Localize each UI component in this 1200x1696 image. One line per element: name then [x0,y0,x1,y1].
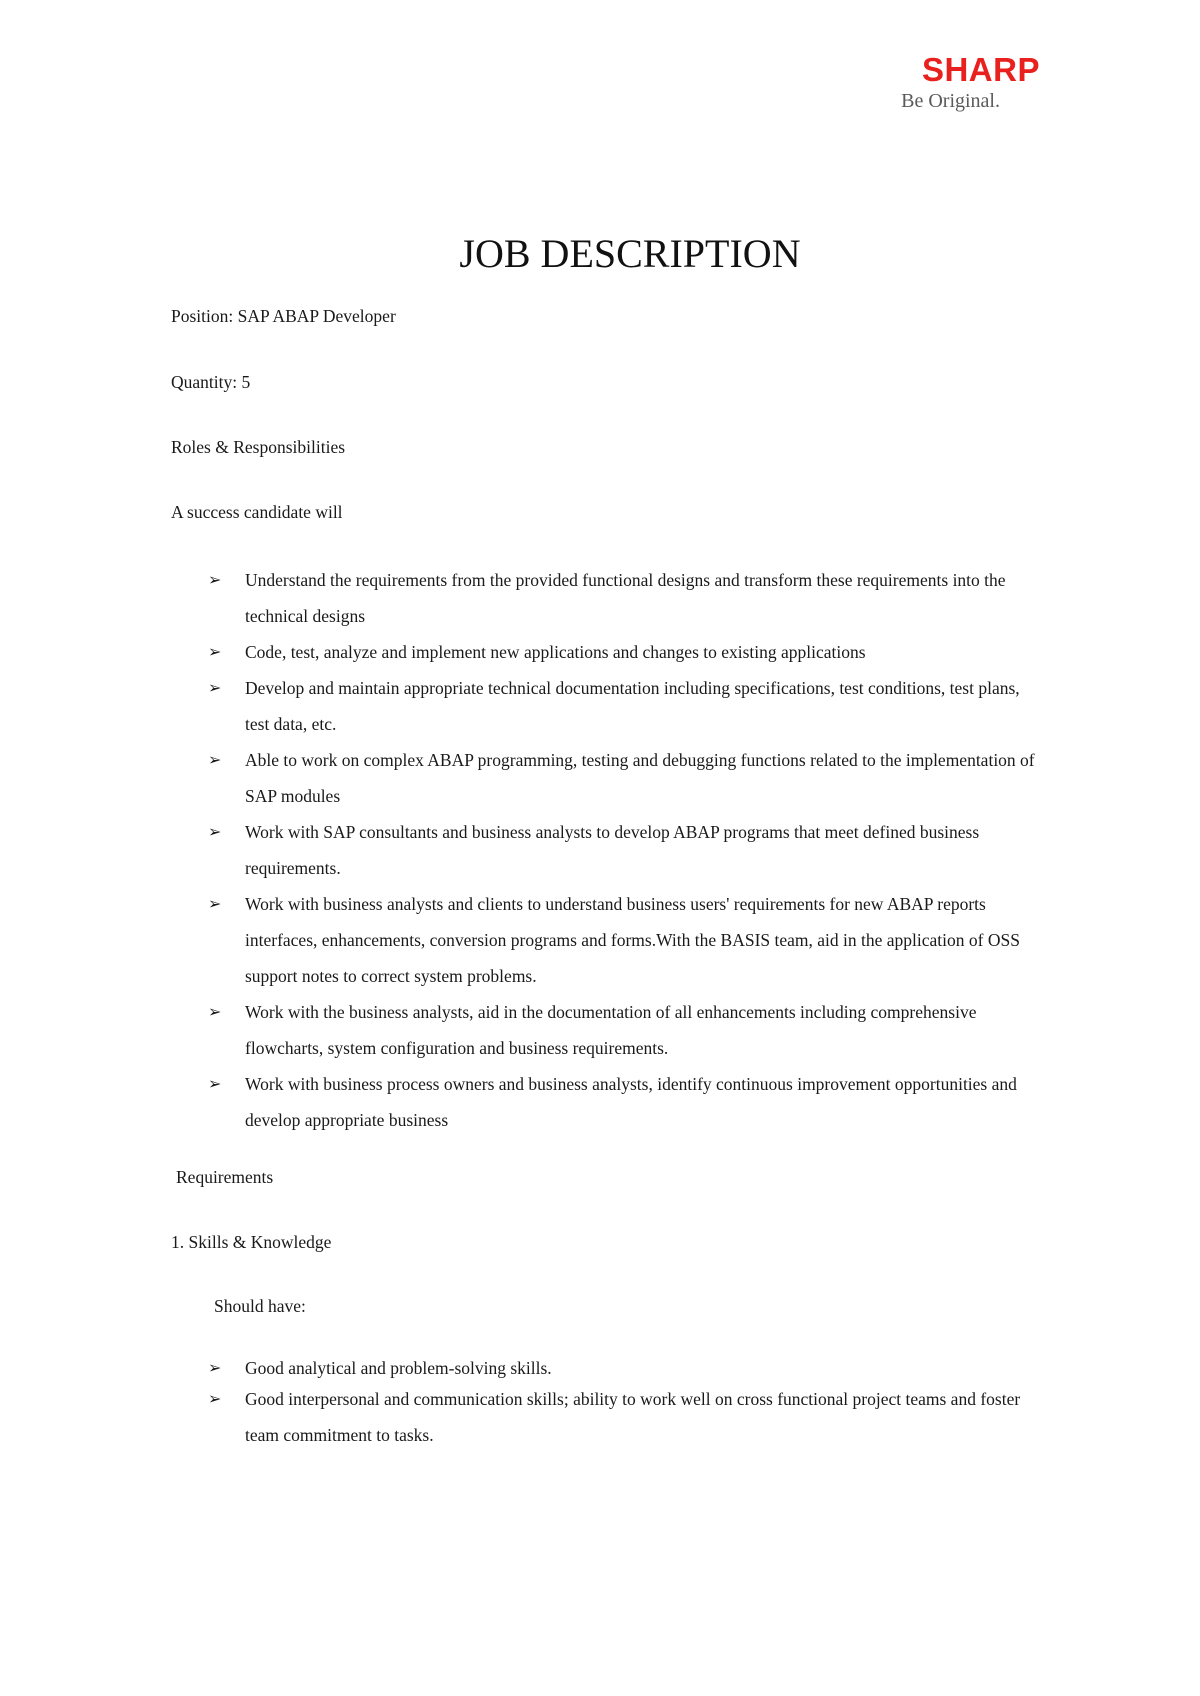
quantity-line: Quantity: 5 [171,372,251,392]
logo-brand: SHARP [921,51,1040,88]
arrow-bullet-icon: ➢ [208,1074,222,1093]
arrow-bullet-icon: ➢ [208,678,222,697]
arrow-bullet-icon: ➢ [208,1389,222,1408]
list-item: ➢ Good analytical and problem-solving skills. [208,1355,1048,1381]
list-item: ➢ Work with SAP consultants and business analysts to develop ABAP programs that meet defined business requirements. [208,814,1048,886]
arrow-bullet-icon: ➢ [208,894,222,913]
intro-line: A success candidate will [171,502,343,522]
list-item: ➢ Work with business analysts and clients to understand business users' requirements for new ABAP reports interfaces, enhancements, conversion programs and forms.With the BASIS team, aid in the application of OSS support notes to correct system problems. [208,886,1048,994]
skills-heading: 1. Skills & Knowledge [171,1232,332,1252]
list-item: ➢ Work with business process owners and business analysts, identify continuous improvement opportunities and develop appropriate business [208,1066,1048,1138]
list-item: ➢ Able to work on complex ABAP programming, testing and debugging functions related to the implementation of SAP modules [208,742,1048,814]
arrow-bullet-icon: ➢ [208,1358,222,1377]
list-item: ➢ Develop and maintain appropriate technical documentation including specifications, test conditions, test plans, test data, etc. [208,670,1048,742]
list-item: ➢ Code, test, analyze and implement new applications and changes to existing applications [208,634,1048,670]
should-have-label: Should have: [214,1296,306,1316]
list-item: ➢ Understand the requirements from the provided functional designs and transform these requirements into the technical designs [208,562,1048,634]
arrow-bullet-icon: ➢ [208,570,222,589]
arrow-bullet-icon: ➢ [208,750,222,769]
requirements-heading: Requirements [176,1167,274,1187]
logo-tagline: Be Original. [901,90,1000,112]
roles-heading: Roles & Responsibilities [171,437,346,457]
arrow-bullet-icon: ➢ [208,1002,222,1021]
page-title: JOB DESCRIPTION [459,231,801,276]
list-item: ➢ Work with the business analysts, aid in the documentation of all enhancements including comprehensive flowcharts, system configuration and business requirements. [208,994,1048,1066]
arrow-bullet-icon: ➢ [208,822,222,841]
responsibilities-list [208,562,1048,1138]
position-line: Position: SAP ABAP Developer [171,306,396,326]
sharp-logo [880,52,1040,112]
arrow-bullet-icon: ➢ [208,642,222,661]
list-item: ➢ Good interpersonal and communication skills; ability to work well on cross functional project teams and foster team commitment to tasks. [208,1381,1048,1453]
skills-list [208,1355,1048,1453]
